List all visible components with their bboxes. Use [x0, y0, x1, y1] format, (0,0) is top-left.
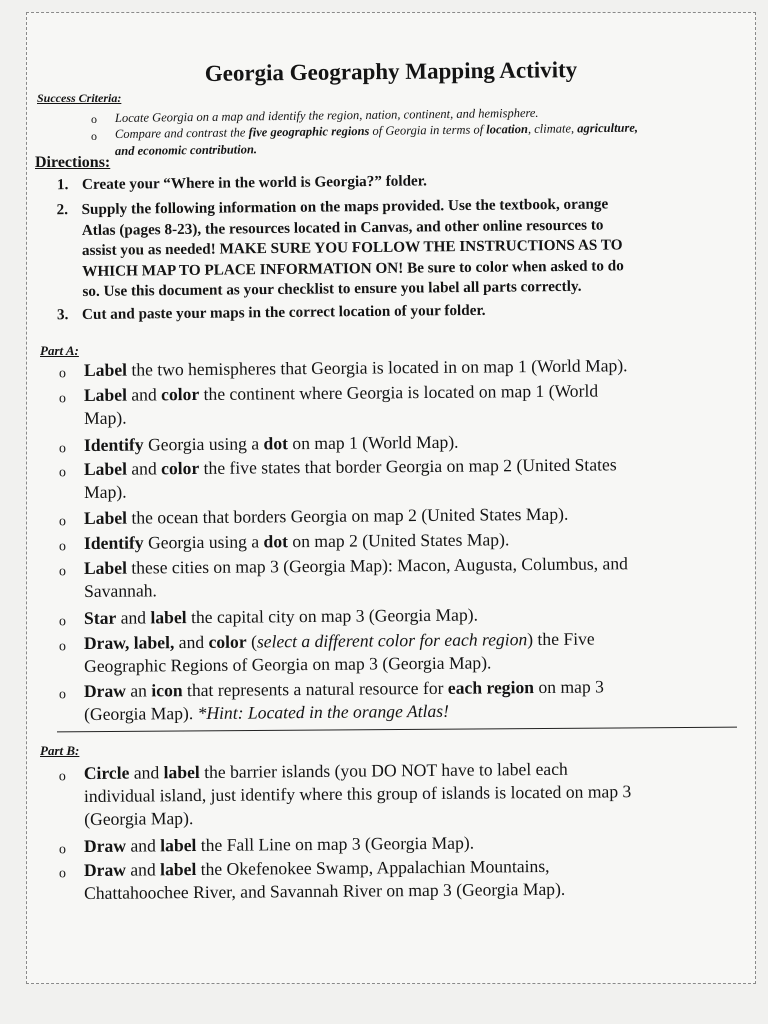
part-a-item: o Label and color the continent where Georgia is located on map 1 (World Map).: [58, 380, 599, 428]
worksheet-page: [26, 12, 756, 984]
part-a-item: o Star and label the capital city on map 3 (Georgia Map).: [58, 604, 479, 630]
direction-step-3: 3. Cut and paste your maps in the correct location of your folder.: [56, 301, 486, 324]
bullet: o: [91, 129, 97, 143]
section-divider: [57, 727, 737, 733]
directions-label: Directions:: [35, 154, 111, 171]
part-b-item: o Draw and label the Okefenokee Swamp, Appalachian Mountains, Chattahoochee River, and Savannah River on map 3 (Georgia Map).: [58, 855, 566, 903]
part-a-item: o Label the two hemispheres that Georgia is located in on map 1 (World Map).: [58, 355, 628, 382]
part-a-label: Part A:: [40, 343, 79, 358]
part-b-item: o Circle and label the barrier islands (you DO NOT have to label each individual island, just identify where this group of islands is located on map 3 (Georgia Map).: [58, 758, 632, 829]
part-a-item: o Label and color the five states that border Georgia on map 2 (United States Map).: [58, 454, 617, 502]
part-a-item: o Draw, label, and color (select a different color for each region) the Five Geographic Regions of Georgia on map 3 (Georgia Map).: [58, 628, 595, 676]
criteria-item-2-cont: and economic contribution.: [114, 142, 258, 158]
success-criteria-label: Success Criteria:: [37, 91, 122, 105]
direction-step-1: 1. Create your “Where in the world is Georgia?” folder.: [56, 172, 427, 194]
part-a-item: o Label the ocean that borders Georgia on map 2 (United States Map).: [58, 503, 569, 530]
part-a-item: o Identify Georgia using a dot on map 2 (United States Map).: [58, 529, 510, 555]
part-b-item: o Draw and label the Fall Line on map 3 (Georgia Map).: [58, 832, 475, 858]
criteria-item-2: Compare and contrast the five geographic regions of Georgia in terms of location, climate, agriculture,: [114, 120, 639, 141]
part-b-label: Part B:: [40, 743, 80, 758]
direction-step-2: 2. Supply the following information on the maps provided. Use the textbook, orange Atlas (pages 8-23), the resources located in Canvas, and other online resources to assist you as needed! MAKE SURE YOU FOLLOW THE INSTRUCTIONS AS TO WHICH MAP TO PLACE INFORMATION ON! Be sure to color when asked to do so. Use this document as your checklist to ensure you label all parts correctly.: [56, 195, 624, 300]
part-a-item: o Identify Georgia using a dot on map 1 (World Map).: [58, 431, 459, 457]
part-a-item: o Label these cities on map 3 (Georgia Map): Macon, Augusta, Columbus, and Savannah.: [58, 553, 628, 601]
criteria-item-1: Locate Georgia on a map and identify the region, nation, continent, and hemisphere.: [114, 105, 539, 125]
bullet: o: [91, 112, 97, 126]
worksheet-title: Georgia Geography Mapping Activity: [204, 57, 578, 86]
part-a-item: o Draw an icon that represents a natural resource for each region on map 3 (Georgia Map). *Hint: Located in the orange Atlas!: [58, 676, 604, 724]
